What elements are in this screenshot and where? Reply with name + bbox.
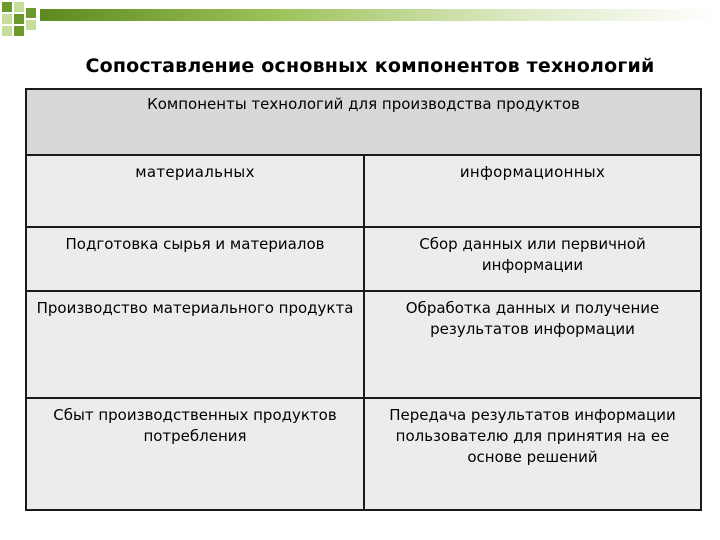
table-header-row [26, 89, 701, 155]
table-cell: Обработка данных и получение результатов информации [364, 291, 701, 398]
table-row [26, 291, 701, 398]
table-row [26, 227, 701, 291]
column-header-information: информационных [364, 155, 701, 227]
table-cell: Передача результатов информации пользователю для принятия на ее основе решений [364, 398, 701, 510]
column-header-row [26, 155, 701, 227]
deco-square [14, 14, 24, 24]
deco-square [2, 26, 12, 36]
table-cell: Подготовка сырья и материалов [26, 227, 364, 291]
deco-square [2, 14, 12, 24]
deco-square [14, 2, 24, 12]
slide-title: Сопоставление основных компонентов технологий [85, 55, 655, 77]
top-gradient-bar [40, 9, 715, 21]
deco-square [14, 26, 24, 36]
table-row [26, 398, 701, 510]
deco-square [26, 20, 36, 30]
components-table [25, 88, 702, 511]
table-header-cell: Компоненты технологий для производства продуктов [26, 89, 701, 155]
deco-square [2, 2, 12, 12]
column-header-material: материальных [26, 155, 364, 227]
deco-square [26, 8, 36, 18]
table-cell: Сбор данных или первичной информации [364, 227, 701, 291]
table-cell: Сбыт производственных продуктов потребления [26, 398, 364, 510]
table-cell: Производство материального продукта [26, 291, 364, 398]
